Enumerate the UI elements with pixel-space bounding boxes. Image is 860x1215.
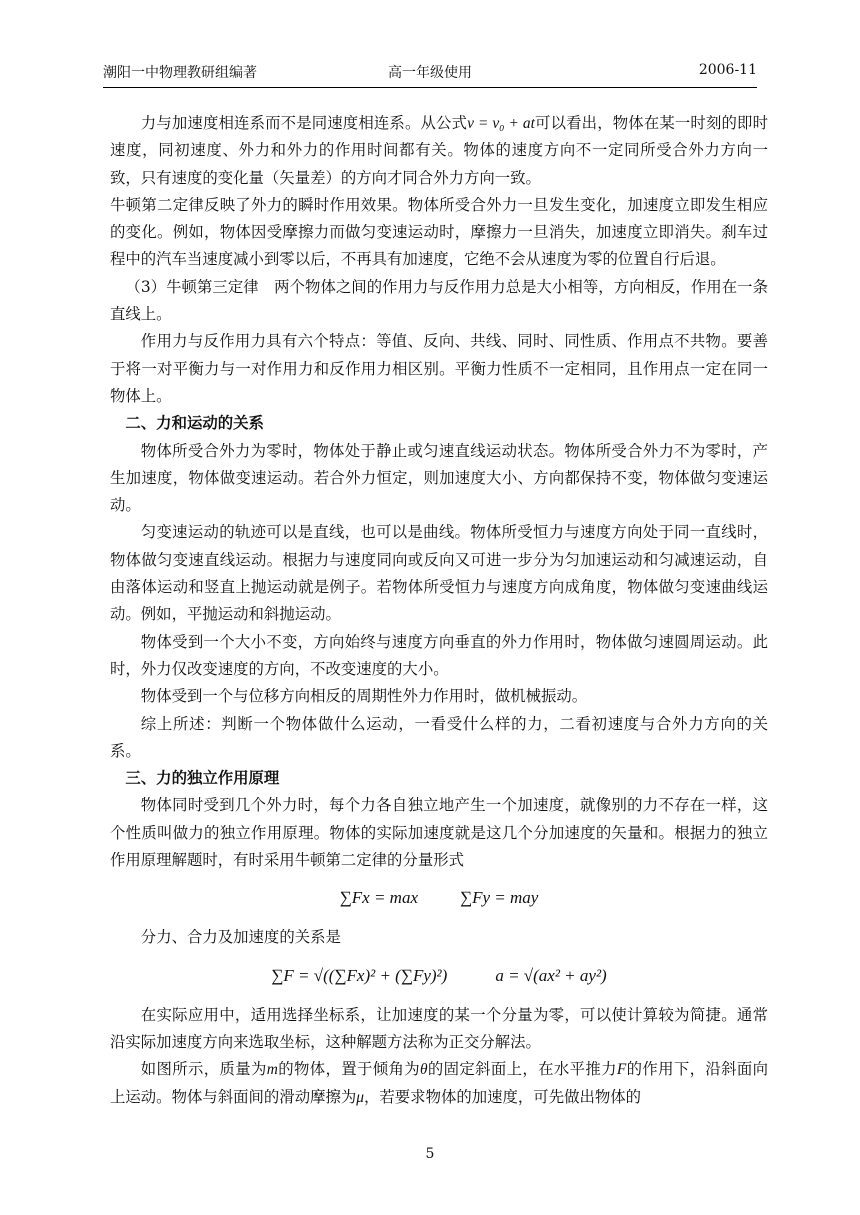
paragraph-9: 综上所述：判断一个物体做什么运动，一看受什么样的力，二看初速度与合外力方向的关系。 [110, 714, 768, 760]
paragraph-13-text-c: 的固定斜面上，在水平推力 [427, 1060, 617, 1079]
section-heading-2: 二、力和运动的关系 [125, 414, 264, 433]
section-heading-3: 三、力的独立作用原理 [125, 769, 280, 788]
paragraph-2: 牛顿第二定律反映了外力的瞬时作用效果。物体所受合外力一旦发生变化，加速度立即发生相应的变化。例如，物体因受摩擦力而做匀变速运动时，摩擦力一旦消失，加速度立即消失。刹车过程中的汽车当速度减小到零以后，不再具有加速度，它绝不会从速度为零的位置自行后退。 [110, 195, 768, 269]
paragraph-7: 物体受到一个大小不变，方向始终与速度方向垂直的外力作用时，物体做匀速圆周运动。此时，外力仅改变速度的方向，不改变速度的大小。 [110, 632, 768, 678]
mu-symbol: μ [356, 1088, 364, 1106]
paragraph-13-text-e: ，若要求物体的加速度，可先做出物体的 [364, 1087, 642, 1106]
paragraph-10: 物体同时受到几个外力时，每个力各自独立地产生一个加速度，就像别的力不存在一样，这个性质叫做力的独立作用原理。物体的实际加速度就是这几个分加速度的矢量和。根据力的独立作用原理解题时，有时采用牛顿第二定律的分量形式 [110, 796, 768, 870]
paragraph-8: 物体受到一个与位移方向相反的周期性外力作用时，做机械振动。 [140, 687, 588, 706]
page-number: 5 [425, 1146, 435, 1162]
paragraph-1 [110, 110, 768, 192]
header-left: 潮阳一中物理教研组编著 [103, 65, 257, 81]
paragraph-5: 物体所受合外力为零时，物体处于静止或匀速直线运动状态。物体所受合外力不为零时，产生加速度，物体做变速运动。若合外力恒定，则加速度大小、方向都保持不变，物体做匀变速运动。 [110, 441, 768, 515]
page-body [110, 110, 768, 1111]
paragraph-11: 分力、合力及加速度的关系是 [140, 928, 341, 947]
formula-fy: ∑Fy = may [460, 888, 539, 908]
resultant-formula [110, 962, 768, 990]
paragraph-1-text-b: 可以看出，物体在某一时刻的即时速度，同初速度、外力和外力的作用时间都有关。物体的速度方向不一定同所受合外力方向一致，只有速度的变化量（矢量差）的方向才同合外力方向一致。 [110, 114, 768, 187]
theta-symbol: θ [419, 1061, 428, 1079]
formula-fx: ∑Fx = max [339, 888, 418, 908]
mass-symbol: m [266, 1061, 278, 1079]
header-right: 2006-11 [698, 62, 757, 78]
paragraph-12: 在实际应用中，适用选择坐标系，让加速度的某一个分量为零，可以使计算较为简捷。通常沿实际加速度方向来选取坐标，这种解题方法称为正交分解法。 [110, 1005, 768, 1051]
page-header [103, 62, 757, 84]
header-rule [103, 87, 757, 88]
paragraph-3: （3）牛顿第三定律 两个物体之间的作用力与反作用力总是大小相等，方向相反，作用在一条直线上。 [110, 277, 768, 324]
velocity-formula: v = v₀ + at [467, 115, 535, 132]
paragraph-6: 匀变速运动的轨迹可以是直线，也可以是曲线。物体所受恒力与速度方向处于同一直线时，物体做匀变速直线运动。根据力与速度同向或反向又可进一步分为匀加速运动和匀减速运动，自由落体运动和竖直上抛运动就是例子。若物体所受恒力与速度方向成角度，物体做匀变速曲线运动。例如，平抛运动和斜抛运动。 [110, 523, 768, 624]
paragraph-13 [110, 1056, 768, 1111]
paragraph-13-text-d: 的作用下，沿斜面向上运动。物体与斜面间的滑动摩擦为 [110, 1060, 768, 1106]
formula-acceleration: a = √(ax² + ay²) [495, 965, 607, 985]
paragraph-4: 作用力与反作用力具有六个特点：等值、反向、共线、同时、同性质、作用点不共物。要善于将一对平衡力与一对作用力和反作用力相区别。平衡力性质不一定相同，且作用点一定在同一物体上。 [110, 332, 768, 405]
formula-resultant-force: ∑F = √((∑Fx)² + (∑Fy)²) [271, 965, 448, 985]
paragraph-13-text-b: 的物体，置于倾角为 [277, 1060, 420, 1079]
paragraph-1-text-a: 力与加速度相连系而不是同速度相连系。从公式 [140, 114, 468, 132]
paragraph-13-text-a: 如图所示，质量为 [140, 1060, 267, 1079]
header-center: 高一年级使用 [388, 65, 472, 81]
component-formula [110, 884, 768, 912]
force-symbol: F [616, 1061, 627, 1079]
